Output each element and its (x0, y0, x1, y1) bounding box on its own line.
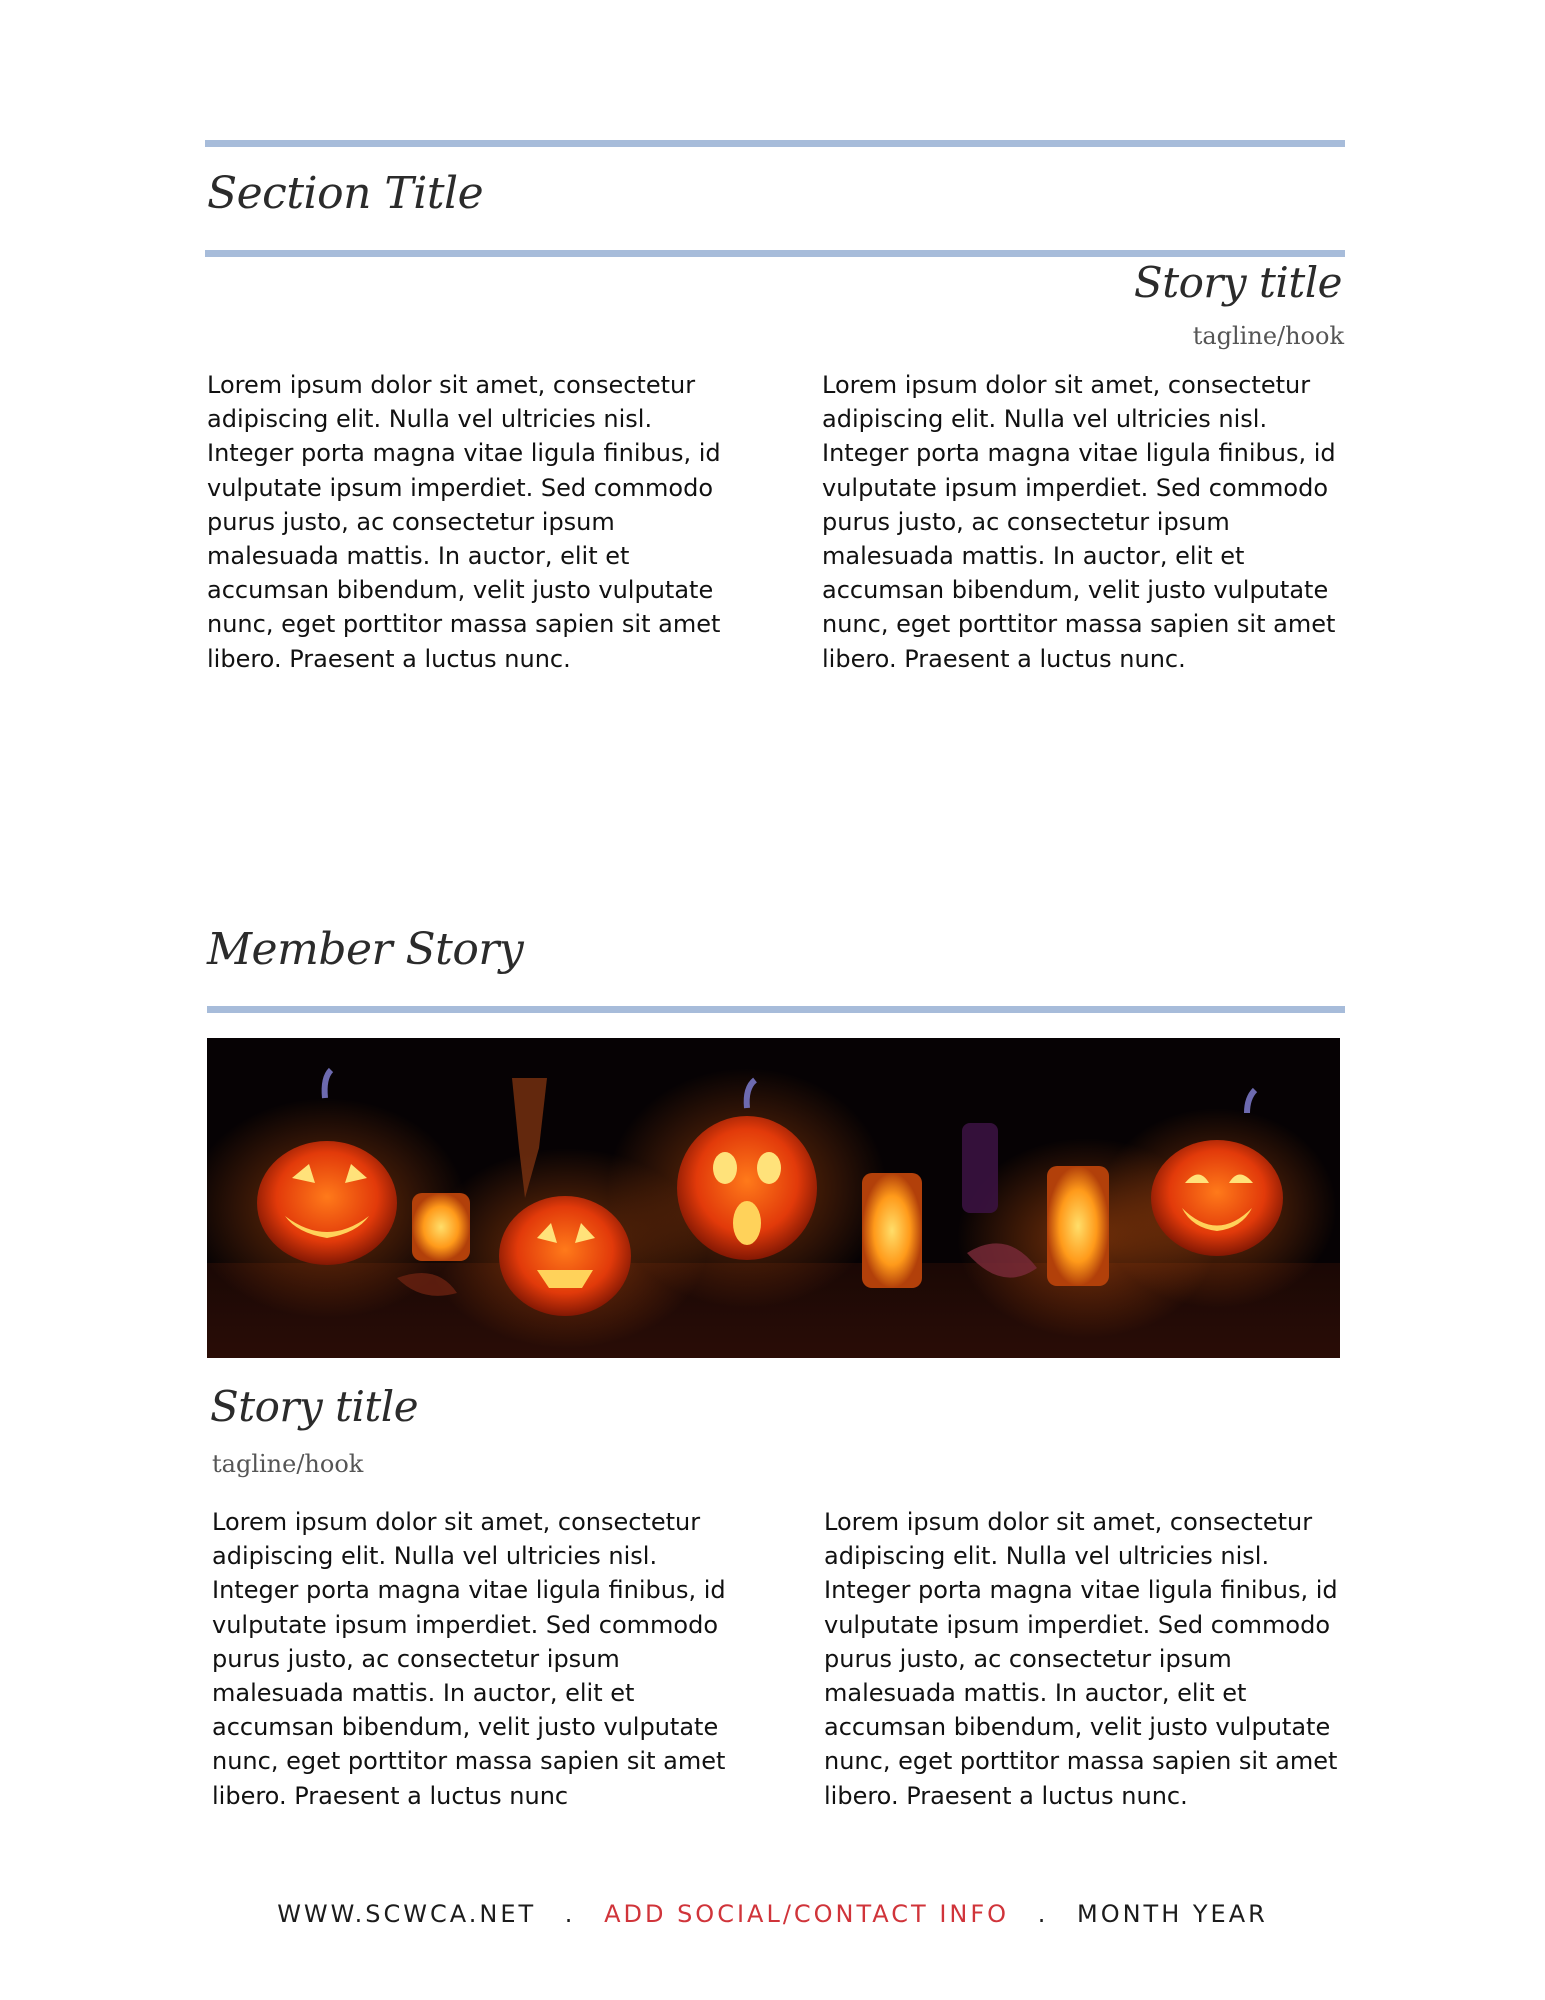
section-title: Section Title (207, 168, 484, 219)
footer-separator: . (1037, 1900, 1049, 1928)
halloween-pumpkins-photo (207, 1038, 1340, 1358)
footer-separator: . (564, 1900, 576, 1928)
story-title: Story title (1133, 258, 1342, 307)
footer-website-link[interactable]: WWW.SCWCA.NET (277, 1900, 537, 1928)
section-title-rule (205, 250, 1345, 257)
member-story-tagline: tagline/hook (212, 1450, 364, 1478)
story-body-column-left: Lorem ipsum dolor sit amet, consectetur adipiscing elit. Nulla vel ultricies nisl. Integer porta magna vitae ligula finibus, id vulputate ipsum imperdiet. Sed commodo purus justo, ac consectetur ipsum malesuada mattis. In auctor, elit et accumsan bibendum, velit justo vulputate nunc, eget porttitor massa sapien sit amet libero. Praesent a luctus nunc. (207, 371, 721, 673)
member-body-column-right: Lorem ipsum dolor sit amet, consectetur adipiscing elit. Nulla vel ultricies nisl. Integer porta magna vitae ligula finibus, id vulputate ipsum imperdiet. Sed commodo purus justo, ac consectetur ipsum malesuada mattis. In auctor, elit et accumsan bibendum, velit justo vulputate nunc, eget porttitor massa sapien sit amet libero. Praesent a luctus nunc. (824, 1508, 1338, 1810)
top-rule (205, 140, 1345, 147)
member-body-column-left: Lorem ipsum dolor sit amet, consectetur adipiscing elit. Nulla vel ultricies nisl. Integer porta magna vitae ligula finibus, id vulputate ipsum imperdiet. Sed commodo purus justo, ac consectetur ipsum malesuada mattis. In auctor, elit et accumsan bibendum, velit justo vulputate nunc, eget porttitor massa sapien sit amet libero. Praesent a luctus nunc (212, 1508, 726, 1810)
story-tagline: tagline/hook (1192, 322, 1344, 350)
member-story-rule (207, 1006, 1345, 1013)
member-story-headline: Story title (210, 1382, 419, 1431)
footer (0, 1900, 1545, 1928)
footer-contact-info: ADD SOCIAL/CONTACT INFO (604, 1900, 1010, 1928)
footer-date: MONTH YEAR (1077, 1900, 1268, 1928)
story-body-column-right: Lorem ipsum dolor sit amet, consectetur adipiscing elit. Nulla vel ultricies nisl. Integer porta magna vitae ligula finibus, id vulputate ipsum imperdiet. Sed commodo purus justo, ac consectetur ipsum malesuada mattis. In auctor, elit et accumsan bibendum, velit justo vulputate nunc, eget porttitor massa sapien sit amet libero. Praesent a luctus nunc. (822, 371, 1336, 673)
member-story-title: Member Story (207, 924, 524, 975)
